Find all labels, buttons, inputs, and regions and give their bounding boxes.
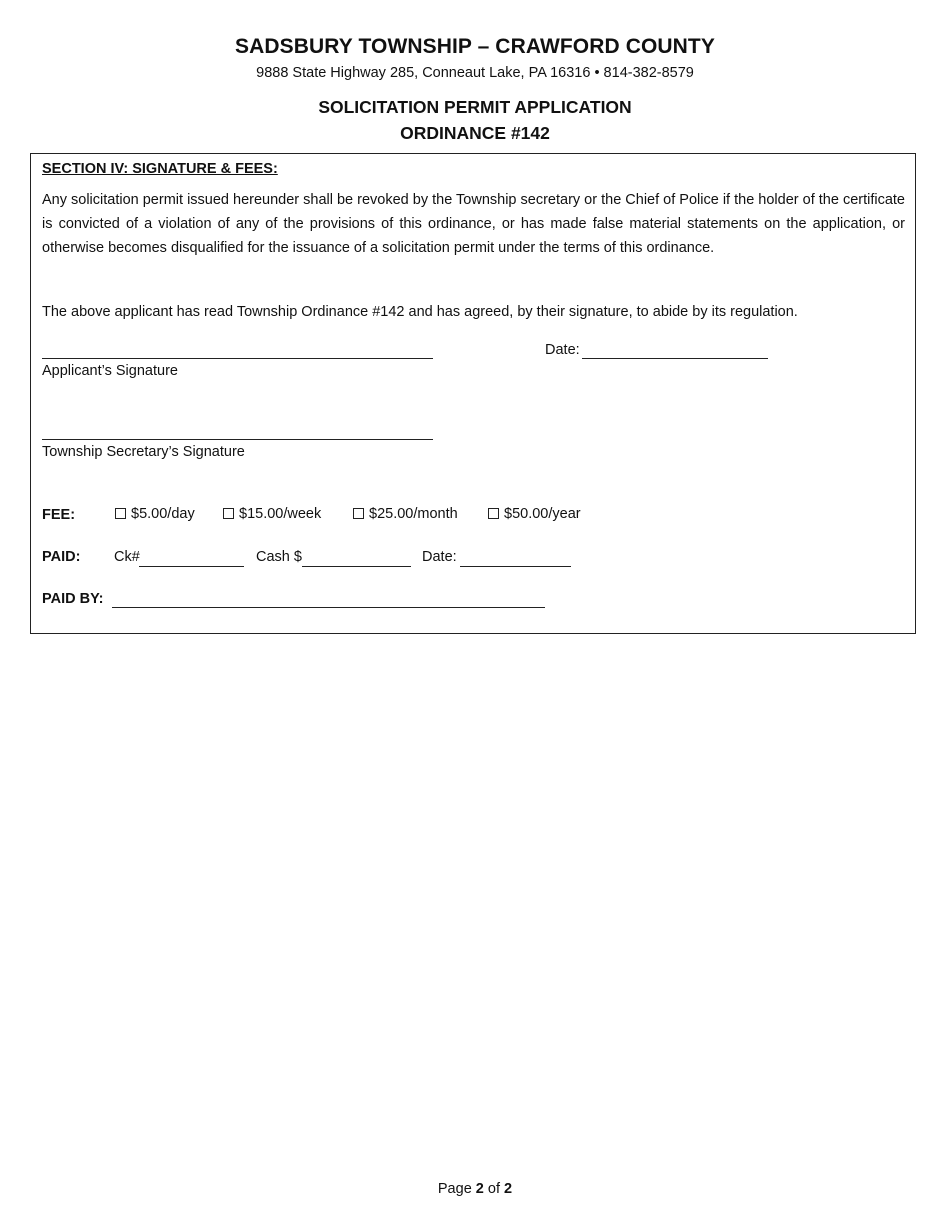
cash-label: Cash $: [256, 549, 302, 565]
page-of: of: [483, 1181, 505, 1197]
section-heading: SECTION IV: SIGNATURE & FEES:: [42, 161, 278, 177]
township-address: 9888 State Highway 285, Conneaut Lake, PA 16316 • 814-382-8579: [256, 65, 694, 81]
applicant-signature-line[interactable]: [42, 358, 433, 359]
fee-option-month[interactable]: [353, 506, 458, 522]
fee-option-day[interactable]: [115, 506, 195, 522]
paid-label: PAID:: [42, 549, 81, 565]
page-prefix: Page: [437, 1181, 476, 1197]
check-number-label: Ck#: [114, 549, 140, 565]
revocation-paragraph: Any solicitation permit issued hereunder shall be revoked by the Township secretary or the Chief of Police if the holder of the certificate is convicted of a violation of any of the provisions of this ordinance, or has made false material statements on the application, or otherwise becomes disqualified for the issuance of a solicitation permit under the terms of this ordinance.: [42, 192, 905, 256]
ordinance-number: ORDINANCE #142: [400, 123, 550, 143]
fee-option-label: $15.00/week: [239, 506, 322, 522]
checkbox-icon[interactable]: [488, 508, 499, 519]
checkbox-icon[interactable]: [115, 508, 126, 519]
check-number-line[interactable]: [139, 566, 244, 567]
fee-option-year[interactable]: [488, 506, 581, 522]
fee-option-label: $5.00/day: [131, 506, 195, 522]
paid-by-label: PAID BY:: [42, 591, 104, 607]
applicant-signature-label: Applicant’s Signature: [42, 363, 178, 379]
secretary-signature-line[interactable]: [42, 439, 433, 440]
fee-option-label: $50.00/year: [504, 506, 581, 522]
township-title: SADSBURY TOWNSHIP – CRAWFORD COUNTY: [235, 35, 715, 58]
checkbox-icon[interactable]: [223, 508, 234, 519]
secretary-signature-label: Township Secretary’s Signature: [42, 444, 245, 460]
paid-by-line[interactable]: [112, 607, 545, 608]
page-current: 2: [475, 1181, 484, 1197]
checkbox-icon[interactable]: [353, 508, 364, 519]
paid-date-label: Date:: [422, 549, 457, 565]
paid-date-line[interactable]: [460, 566, 571, 567]
cash-amount-line[interactable]: [302, 566, 411, 567]
fee-option-label: $25.00/month: [369, 506, 458, 522]
signature-date-line[interactable]: [582, 358, 768, 359]
fee-label: FEE:: [42, 507, 76, 523]
agreement-paragraph: The above applicant has read Township Ordinance #142 and has agreed, by their signature, to abide by its regulation.: [42, 304, 798, 320]
fee-option-week[interactable]: [223, 506, 321, 522]
page-total: 2: [504, 1181, 513, 1197]
signature-date-label: Date:: [545, 342, 580, 358]
form-title: SOLICITATION PERMIT APPLICATION: [318, 97, 632, 117]
page-number: [0, 1181, 950, 1197]
